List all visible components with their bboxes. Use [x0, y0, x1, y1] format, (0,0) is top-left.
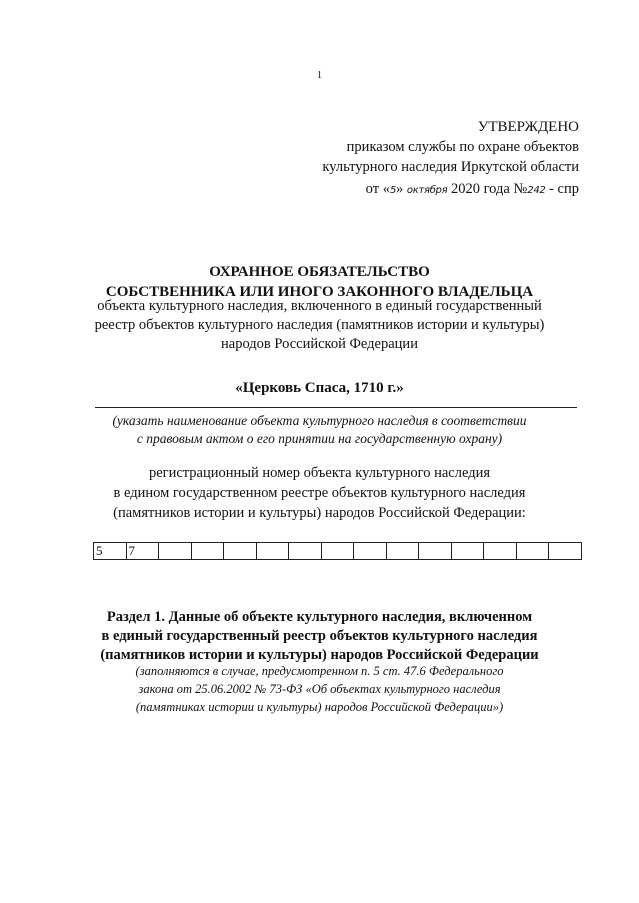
reg-cell-6: [256, 543, 289, 560]
heritage-object-name: «Церковь Спаса, 1710 г.»: [235, 380, 404, 396]
title-line-1: ОХРАННОЕ ОБЯЗАТЕЛЬСТВО: [209, 264, 430, 280]
section-1-heading: [0, 608, 639, 665]
approval-agency-line: культурного наследия Иркутской области: [322, 159, 579, 175]
subtitle-line-2: реестр объектов культурного наследия (памятников истории и культуры): [94, 317, 545, 333]
registration-number-caption: [0, 463, 639, 523]
document-title: [0, 262, 639, 302]
hint-line-2: с правовым актом о его принятии на государственную охрану): [136, 431, 503, 446]
title-line-2: СОБСТВЕННИКА ИЛИ ИНОГО ЗАКОННОГО ВЛАДЕЛЬЦА: [105, 284, 534, 300]
page-number: 1: [317, 70, 322, 81]
handwritten-day: 5: [389, 185, 397, 196]
reg-cell-3: [159, 543, 192, 560]
document-subtitle: [0, 297, 639, 354]
reg-cell-11: [419, 543, 452, 560]
section-1-note-line-3: (памятниках истории и культуры) народов Российской Федерации»): [135, 700, 504, 714]
registration-number-row: [94, 543, 582, 560]
handwritten-month: октября: [406, 185, 448, 196]
date-day-close: »: [396, 181, 407, 197]
object-name-underline: [95, 407, 577, 408]
reg-cell-10: [386, 543, 419, 560]
reg-cell-5: [224, 543, 257, 560]
reg-cell-9: [354, 543, 387, 560]
registration-line-3: (памятников истории и культуры) народов Российской Федерации:: [113, 505, 526, 521]
subtitle-line-1: объекта культурного наследия, включенного в единый государственный: [97, 298, 542, 314]
section-1-line-2: в единый государственный реестр объектов культурного наследия: [101, 628, 538, 644]
approval-heading: УТВЕРЖДЕНО: [477, 119, 579, 135]
registration-line-1: регистрационный номер объекта культурного наследия: [148, 465, 491, 481]
handwritten-order-number: 242: [527, 185, 546, 196]
section-1-line-3: (памятников истории и культуры) народов Российской Федерации: [100, 647, 539, 663]
section-1-note-line-2: закона от 25.06.2002 № 73-ФЗ «Об объектах культурного наследия: [138, 682, 501, 696]
reg-cell-14: [516, 543, 549, 560]
subtitle-line-3: народов Российской Федерации: [221, 336, 418, 352]
reg-cell-12: [451, 543, 484, 560]
section-1-note-line-1: (заполняются в случае, предусмотренном п. 5 ст. 47.6 Федерального: [135, 664, 504, 678]
approval-date-line: [366, 181, 579, 198]
reg-cell-4: [191, 543, 224, 560]
approval-order-line: приказом службы по охране объектов: [346, 139, 579, 155]
reg-cell-8: [321, 543, 354, 560]
date-prefix: от «: [365, 181, 390, 197]
reg-cell-13: [484, 543, 517, 560]
registration-number-grid: [93, 542, 582, 560]
reg-cell-1: 5: [94, 543, 127, 560]
order-suffix: - спр: [545, 181, 579, 197]
approval-stamp: [322, 117, 579, 177]
hint-line-1: (указать наименование объекта культурного наследия в соответствии: [112, 413, 527, 428]
registration-line-2: в едином государственном реестре объектов культурного наследия: [113, 485, 526, 501]
object-name-hint: [0, 412, 639, 448]
section-1-line-1: Раздел 1. Данные об объекте культурного наследия, включенном: [106, 609, 533, 625]
reg-cell-7: [289, 543, 322, 560]
reg-cell-15: [549, 543, 582, 560]
date-year: 2020 года №: [447, 181, 528, 197]
section-1-note: [0, 662, 639, 716]
reg-cell-2: 7: [126, 543, 159, 560]
